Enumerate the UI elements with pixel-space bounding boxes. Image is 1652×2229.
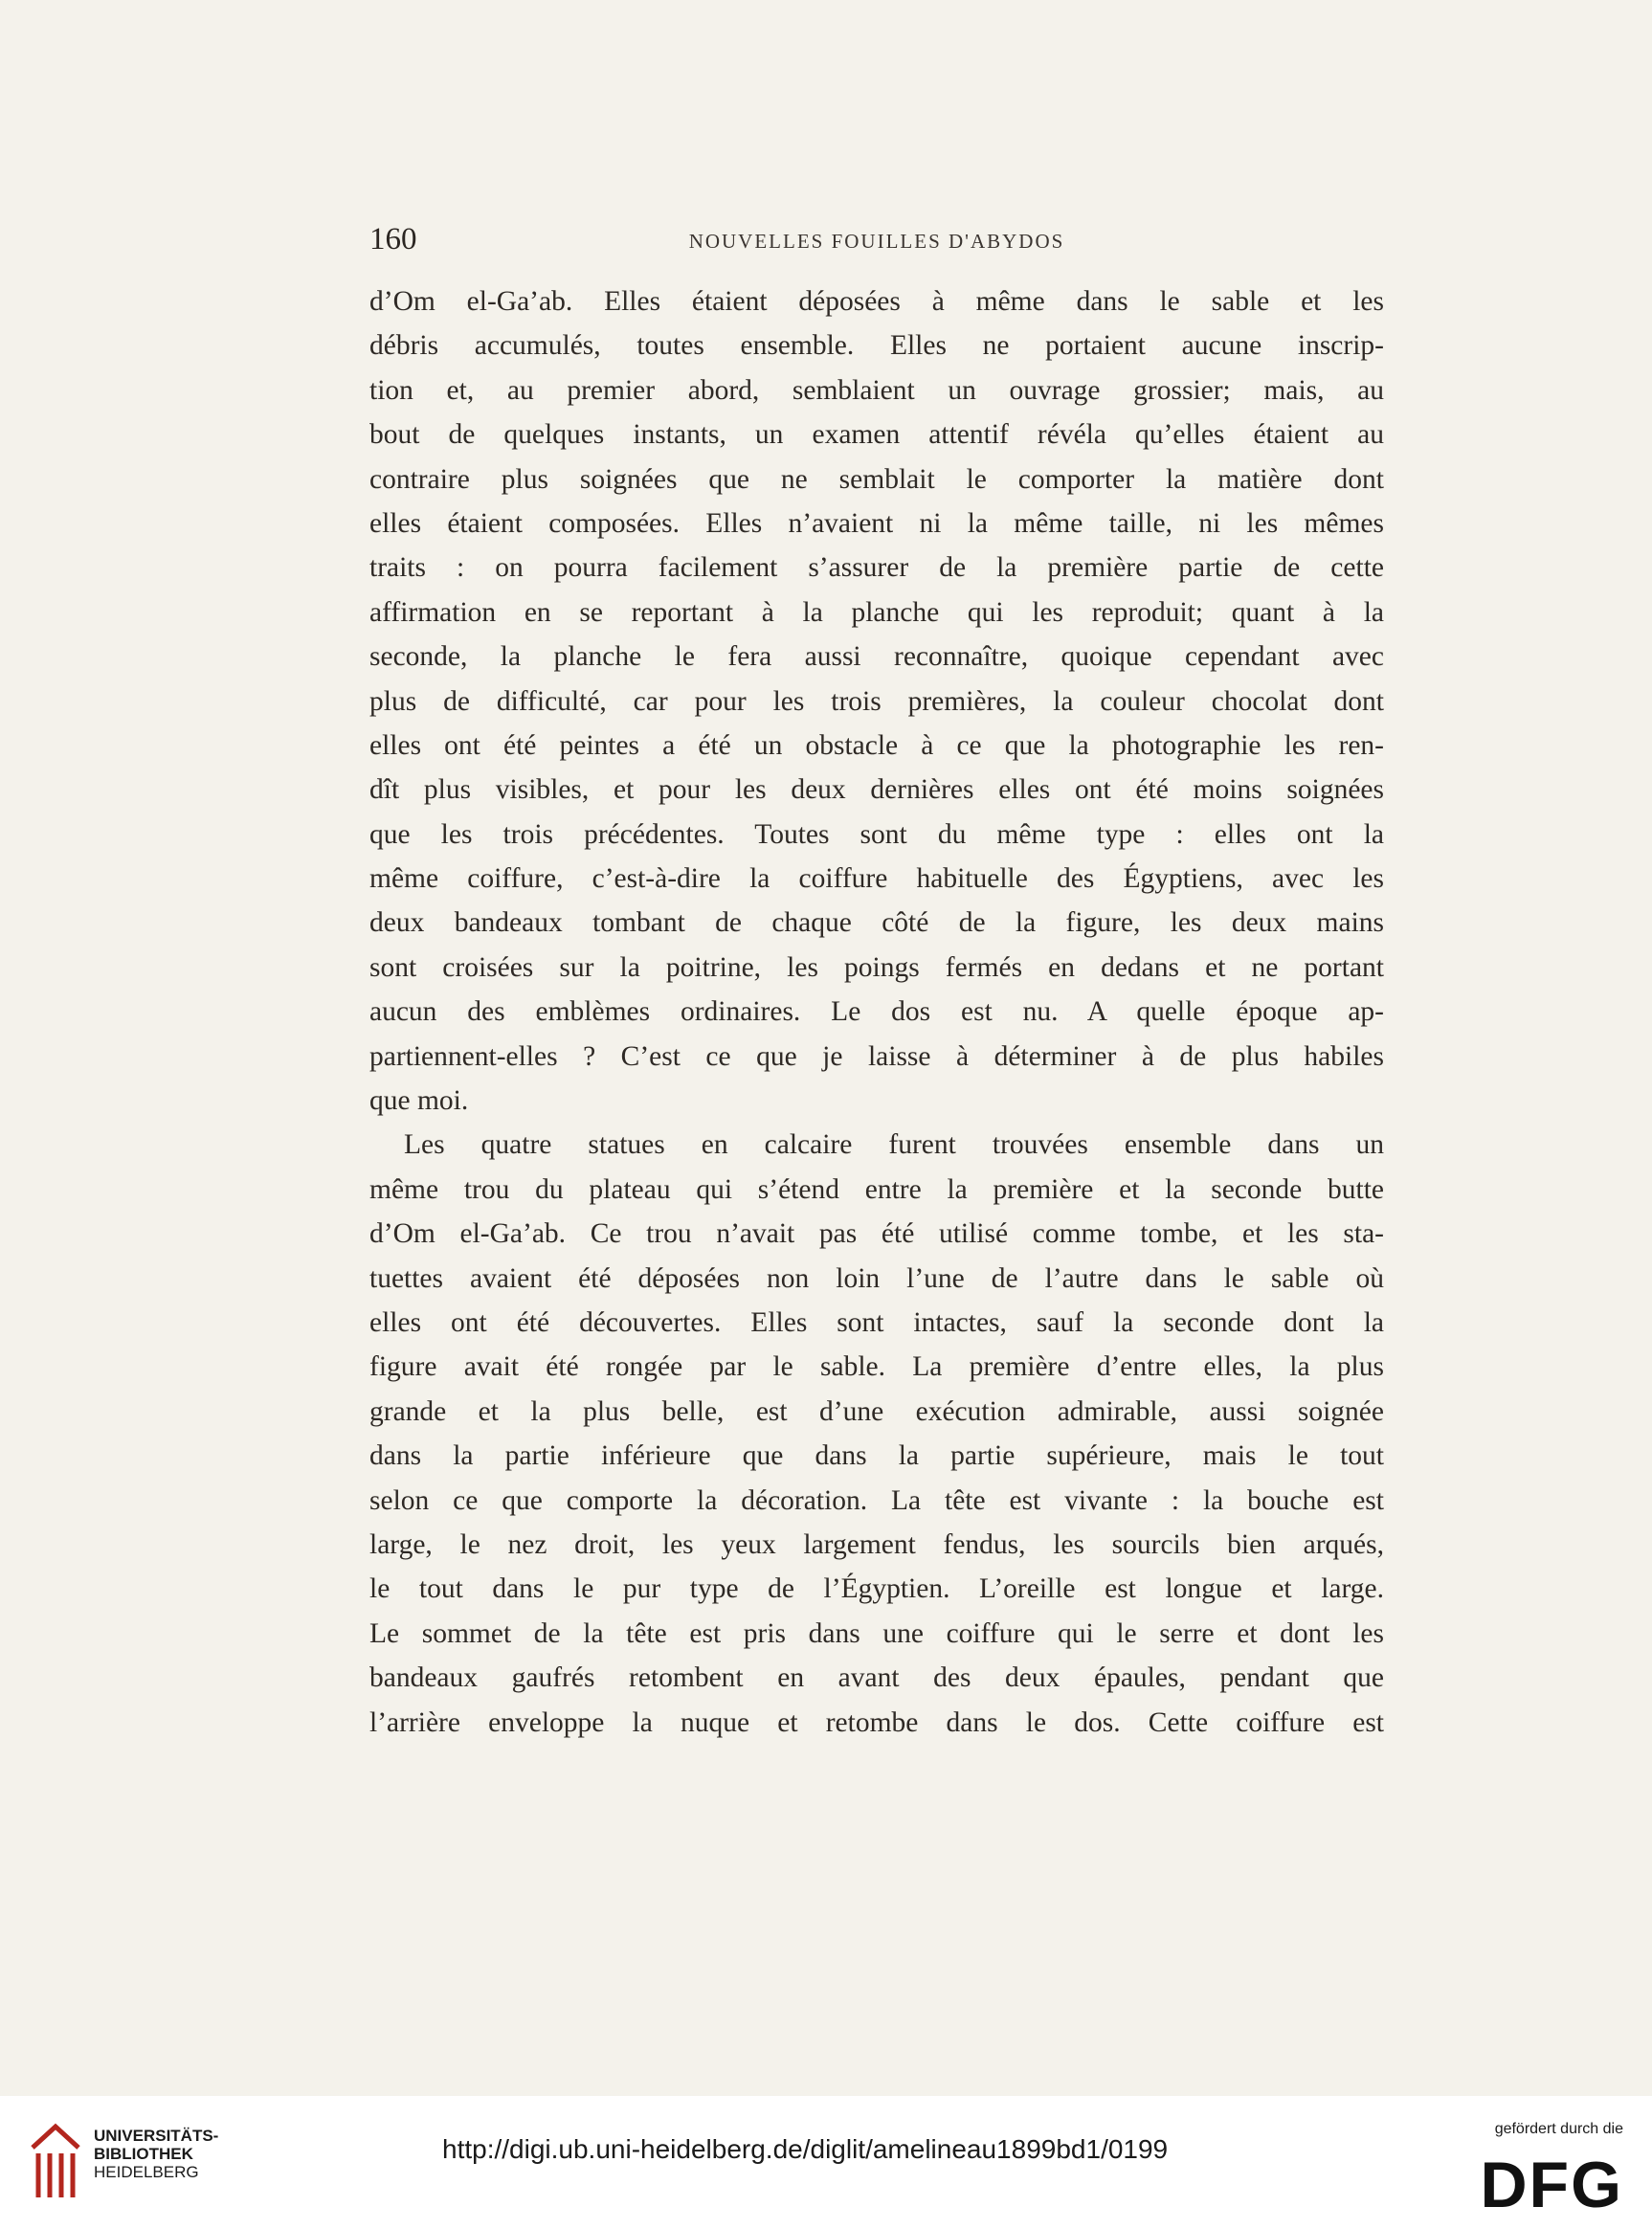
text-line: elles ont été peintes a été un obstacle à ce que la photographie les ren- xyxy=(369,729,1384,761)
text-line: d’Om el-Ga’ab. Ce trou n’avait pas été utilisé comme tombe, et les sta- xyxy=(369,1218,1384,1250)
text-line: dît plus visibles, et pour les deux dernières elles ont été moins soignées xyxy=(369,774,1384,806)
text-line: le tout dans le pur type de l’Égyptien. L’oreille est longue et large. xyxy=(369,1573,1384,1605)
text-line: Les quatre statues en calcaire furent trouvées ensemble dans un xyxy=(404,1129,1384,1161)
text-line: plus de difficulté, car pour les trois premières, la couleur chocolat dont xyxy=(369,685,1384,717)
text-line: elles ont été découvertes. Elles sont intactes, sauf la seconde dont la xyxy=(369,1306,1384,1338)
text-line: sont croisées sur la poitrine, les poings fermés en dedans et ne portant xyxy=(369,951,1384,983)
text-line: aucun des emblèmes ordinaires. Le dos est nu. A quelle époque ap- xyxy=(369,996,1384,1028)
library-name-line: UNIVERSITÄTS- xyxy=(94,2127,219,2145)
text-line: bout de quelques instants, un examen attentif révéla qu’elles étaient au xyxy=(369,419,1384,451)
text-line: deux bandeaux tombant de chaque côté de la figure, les deux mains xyxy=(369,907,1384,939)
text-line: bandeaux gaufrés retombent en avant des deux épaules, pendant que xyxy=(369,1662,1384,1694)
text-line: figure avait été rongée par le sable. La première d’entre elles, la plus xyxy=(369,1351,1384,1383)
text-line: l’arrière enveloppe la nuque et retombe dans le dos. Cette coiffure est xyxy=(369,1706,1384,1738)
body-text xyxy=(369,279,1384,1745)
page-header xyxy=(369,222,1384,270)
text-line: Le sommet de la tête est pris dans une coiffure qui le serre et dont les xyxy=(369,1617,1384,1649)
library-name-line: HEIDELBERG xyxy=(94,2163,199,2181)
text-line: partiennent-elles ? C’est ce que je laisse à déterminer à de plus habiles xyxy=(369,1040,1384,1072)
page-number: 160 xyxy=(369,222,417,256)
text-line: traits : on pourra facilement s’assurer de la première partie de cette xyxy=(369,552,1384,584)
text-line: même trou du plateau qui s’étend entre la première et la seconde butte xyxy=(369,1173,1384,1205)
dfg-logo: DFG xyxy=(1480,2149,1623,2221)
text-line: contraire plus soignées que ne semblait le comporter la matière dont xyxy=(369,463,1384,495)
text-line: tion et, au premier abord, semblaient un ouvrage grossier; mais, au xyxy=(369,374,1384,406)
text-line: affirmation en se reportant à la planche qui les reproduit; quant à la xyxy=(369,596,1384,628)
text-line: seconde, la planche le fera aussi reconnaître, quoique cependant avec xyxy=(369,641,1384,673)
text-line: débris accumulés, toutes ensemble. Elles ne portaient aucune inscrip- xyxy=(369,330,1384,362)
text-line: que les trois précédentes. Toutes sont du même type : elles ont la xyxy=(369,818,1384,850)
text-line: large, le nez droit, les yeux largement fendus, les sourcils bien arqués, xyxy=(369,1528,1384,1560)
text-line: même coiffure, c’est-à-dire la coiffure habituelle des Égyptiens, avec les xyxy=(369,863,1384,895)
text-line: tuettes avaient été déposées non loin l’une de l’autre dans le sable où xyxy=(369,1262,1384,1294)
running-title: NOUVELLES FOUILLES D'ABYDOS xyxy=(688,230,1065,253)
library-name-line: BIBLIOTHEK xyxy=(94,2145,193,2163)
text-line: dans la partie inférieure que dans la partie supérieure, mais le tout xyxy=(369,1440,1384,1472)
text-line: selon ce que comporte la décoration. La tête est vivante : la bouche est xyxy=(369,1484,1384,1516)
text-line: elles étaient composées. Elles n’avaient ni la même taille, ni les mêmes xyxy=(369,507,1384,539)
library-logo-icon xyxy=(27,2121,84,2203)
footer-bar xyxy=(0,2096,1652,2229)
permalink-url[interactable]: http://digi.ub.uni-heidelberg.de/diglit/amelineau1899bd1/0199 xyxy=(442,2134,1169,2164)
text-line: que moi. xyxy=(369,1085,469,1117)
text-line: grande et la plus belle, est d’une exécution admirable, aussi soignée xyxy=(369,1395,1384,1427)
text-line: d’Om el-Ga’ab. Elles étaient déposées à même dans le sable et les xyxy=(369,286,1384,317)
funded-by-label: gefördert durch die xyxy=(1494,2121,1623,2137)
library-name xyxy=(94,2127,218,2181)
